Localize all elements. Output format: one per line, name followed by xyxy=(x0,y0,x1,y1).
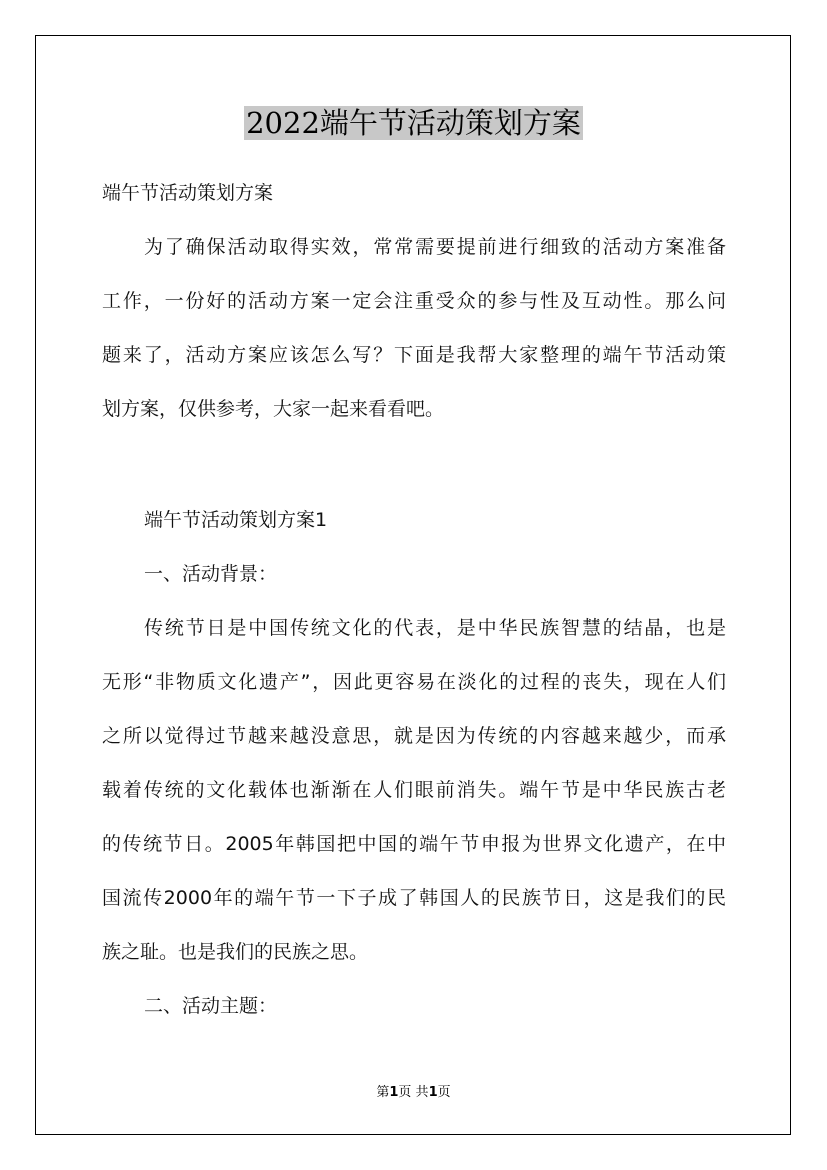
background-line: 国流传2000年的端午节一下子成了韩国人的民族节日，这是我们的民 xyxy=(102,887,726,909)
intro-line: 工作，一份好的活动方案一定会注重受众的参与性及互动性。那么问 xyxy=(102,290,726,312)
background-line: 的传统节日。2005年韩国把中国的端午节申报为世界文化遗产，在中 xyxy=(102,833,726,855)
background-line: 族之耻。也是我们的民族之思。 xyxy=(102,941,369,963)
document-subtitle: 端午节活动策划方案 xyxy=(102,182,274,204)
document-title xyxy=(0,100,827,146)
background-line: 传统节日是中国传统文化的代表，是中华民族智慧的结晶，也是 xyxy=(144,617,726,639)
document-title-text: 2022端午节活动策划方案 xyxy=(246,106,581,140)
footer-page-total: 1 xyxy=(428,1085,438,1100)
background-line: 载着传统的文化载体也渐渐在人们眼前消失。端午节是中华民族古老 xyxy=(102,779,726,801)
intro-line: 题来了，活动方案应该怎么写？下面是我帮大家整理的端午节活动策 xyxy=(102,344,726,366)
section-title: 端午节活动策划方案1 xyxy=(144,509,328,531)
intro-line: 为了确保活动取得实效，常常需要提前进行细致的活动方案准备 xyxy=(144,236,726,258)
intro-line: 划方案，仅供参考，大家一起来看看吧。 xyxy=(102,398,445,420)
heading-theme: 二、活动主题： xyxy=(144,995,278,1017)
background-line: 之所以觉得过节越来越没意思，就是因为传统的内容越来越少，而承 xyxy=(102,725,726,747)
page-footer xyxy=(0,1083,827,1103)
heading-background: 一、活动背景： xyxy=(144,563,278,585)
footer-suffix: 页 xyxy=(437,1085,451,1100)
footer-page-number: 1 xyxy=(389,1085,399,1100)
footer-prefix: 第 xyxy=(376,1085,390,1100)
footer-mid: 页 共 xyxy=(398,1085,429,1100)
background-line: 无形“非物质文化遗产”，因此更容易在淡化的过程的丧失，现在人们 xyxy=(102,671,726,693)
